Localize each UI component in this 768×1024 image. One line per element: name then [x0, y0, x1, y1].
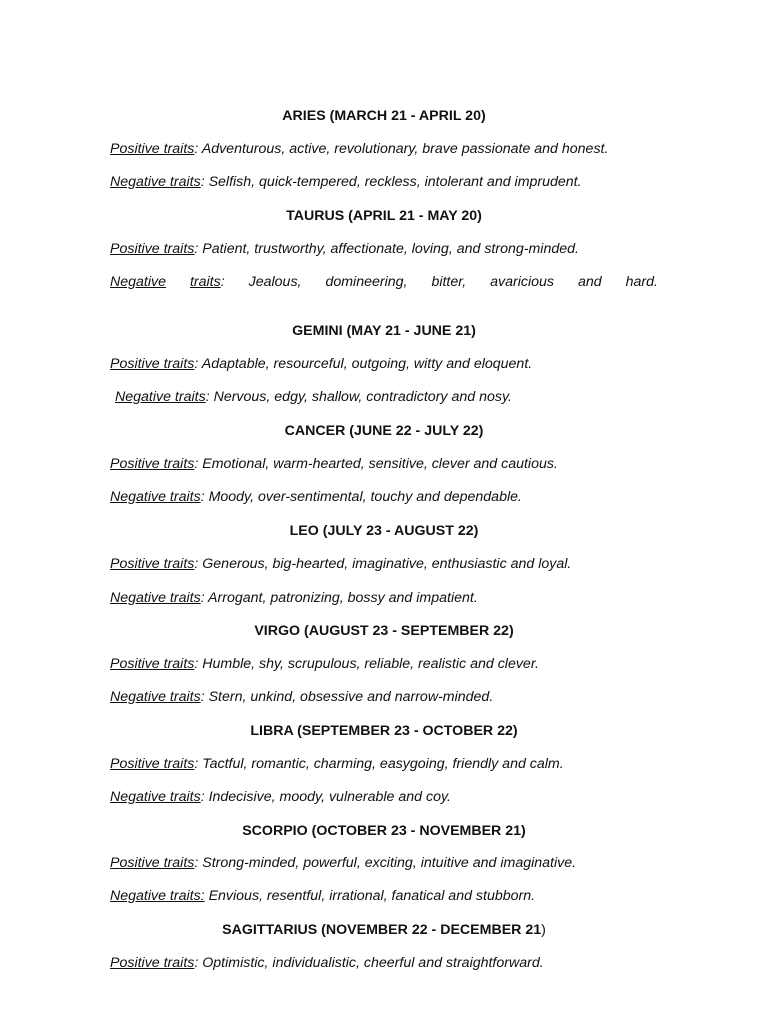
- negative-traits-label: Negative traits: [115, 389, 206, 405]
- negative-traits-word: hard.: [625, 274, 658, 290]
- taurus-heading-text: TAURUS (APRIL 21 - MAY 20): [286, 208, 482, 224]
- positive-traits-label: Positive traits: [110, 241, 195, 257]
- negative-traits-word: avaricious: [490, 274, 554, 290]
- virgo-positive-traits: [110, 655, 658, 673]
- gemini-negative-traits: [115, 388, 663, 406]
- negative-traits-label: Negative traits: [110, 689, 201, 705]
- libra-negative-traits: [110, 788, 658, 806]
- positive-traits-label: Positive traits: [110, 656, 195, 672]
- taurus-positive-traits: [110, 240, 658, 258]
- negative-traits-lead-2: [190, 273, 225, 291]
- cancer-positive-traits: [110, 455, 658, 473]
- negative-traits-text: : Moody, over-sentimental, touchy and dependable.: [200, 489, 522, 505]
- scorpio-positive-traits: [110, 854, 658, 872]
- scorpio-heading-text: SCORPIO (OCTOBER 23 - NOVEMBER 21): [242, 823, 526, 839]
- taurus-heading: [110, 207, 658, 225]
- scorpio-heading: [110, 822, 658, 840]
- negative-traits-text: Envious, resentful, irrational, fanatical and stubborn.: [204, 888, 536, 904]
- positive-traits-text: : Emotional, warm-hearted, sensitive, clever and cautious.: [194, 456, 558, 472]
- gemini-heading: [110, 322, 658, 340]
- virgo-negative-traits: [110, 688, 658, 706]
- libra-positive-traits: [110, 755, 658, 773]
- positive-traits-text: : Adaptable, resourceful, outgoing, witty and eloquent.: [194, 356, 533, 372]
- negative-traits-label: Negative traits: [110, 489, 201, 505]
- sagittarius-positive-traits: [110, 954, 658, 972]
- aries-heading: [110, 107, 658, 125]
- taurus-negative-traits: [110, 273, 658, 291]
- negative-traits-label: Negative traits: [110, 590, 201, 606]
- negative-traits-lead: [110, 273, 166, 291]
- virgo-heading-text: VIRGO (AUGUST 23 - SEPTEMBER 22): [254, 623, 514, 639]
- positive-traits-label: Positive traits: [110, 141, 195, 157]
- cancer-heading: [110, 422, 658, 440]
- negative-traits-label: Negative traits: [110, 789, 201, 805]
- positive-traits-text: : Humble, shy, scrupulous, reliable, realistic and clever.: [194, 656, 539, 672]
- negative-traits-label-word-2: traits: [189, 274, 221, 290]
- negative-traits-text: : Selfish, quick-tempered, reckless, intolerant and imprudent.: [200, 174, 582, 190]
- negative-traits-text: : Arrogant, patronizing, bossy and impatient.: [200, 590, 478, 606]
- leo-positive-traits: [110, 555, 658, 573]
- negative-traits-colon: :: [220, 274, 225, 290]
- virgo-heading: [110, 622, 658, 640]
- aries-negative-traits: [110, 173, 658, 191]
- libra-heading-text: LIBRA (SEPTEMBER 23 - OCTOBER 22): [250, 723, 518, 739]
- positive-traits-label: Positive traits: [110, 855, 195, 871]
- positive-traits-text: : Optimistic, individualistic, cheerful and straightforward.: [194, 955, 544, 971]
- leo-heading-text: LEO (JULY 23 - AUGUST 22): [289, 523, 479, 539]
- sagittarius-heading: [110, 921, 658, 939]
- cancer-negative-traits: [110, 488, 658, 506]
- positive-traits-label: Positive traits: [110, 356, 195, 372]
- libra-heading: [110, 722, 658, 740]
- negative-traits-word: Jealous,: [248, 274, 302, 290]
- negative-traits-label: Negative traits:: [110, 888, 205, 904]
- negative-traits-text: : Nervous, edgy, shallow, contradictory and nosy.: [205, 389, 512, 405]
- negative-traits-label-word-1: Negative: [110, 274, 166, 290]
- sagittarius-heading-text: SAGITTARIUS (NOVEMBER 22 - DECEMBER 21: [222, 922, 542, 938]
- negative-traits-word: and: [577, 274, 602, 290]
- positive-traits-text: : Adventurous, active, revolutionary, brave passionate and honest.: [194, 141, 609, 157]
- positive-traits-label: Positive traits: [110, 756, 195, 772]
- positive-traits-label: Positive traits: [110, 456, 195, 472]
- positive-traits-label: Positive traits: [110, 955, 195, 971]
- aries-positive-traits: [110, 140, 658, 158]
- positive-traits-text: : Patient, trustworthy, affectionate, loving, and strong-minded.: [194, 241, 579, 257]
- negative-traits-word: bitter,: [431, 274, 467, 290]
- negative-traits-label: Negative traits: [110, 174, 201, 190]
- negative-traits-text: : Indecisive, moody, vulnerable and coy.: [200, 789, 451, 805]
- cancer-heading-text: CANCER (JUNE 22 - JULY 22): [284, 423, 484, 439]
- positive-traits-text: : Generous, big-hearted, imaginative, enthusiastic and loyal.: [194, 556, 572, 572]
- scorpio-negative-traits: [110, 887, 658, 905]
- positive-traits-text: : Strong-minded, powerful, exciting, intuitive and imaginative.: [194, 855, 577, 871]
- negative-traits-text: : Stern, unkind, obsessive and narrow-minded.: [200, 689, 494, 705]
- gemini-positive-traits: [110, 355, 658, 373]
- positive-traits-text: : Tactful, romantic, charming, easygoing, friendly and calm.: [194, 756, 564, 772]
- positive-traits-label: Positive traits: [110, 556, 195, 572]
- negative-traits-word: domineering,: [325, 274, 408, 290]
- gemini-heading-text: GEMINI (MAY 21 - JUNE 21): [292, 323, 476, 339]
- leo-negative-traits: [110, 589, 658, 607]
- leo-heading: [110, 522, 658, 540]
- sagittarius-heading-paren: ): [541, 922, 546, 938]
- aries-heading-text: ARIES (MARCH 21 - APRIL 20): [282, 108, 486, 124]
